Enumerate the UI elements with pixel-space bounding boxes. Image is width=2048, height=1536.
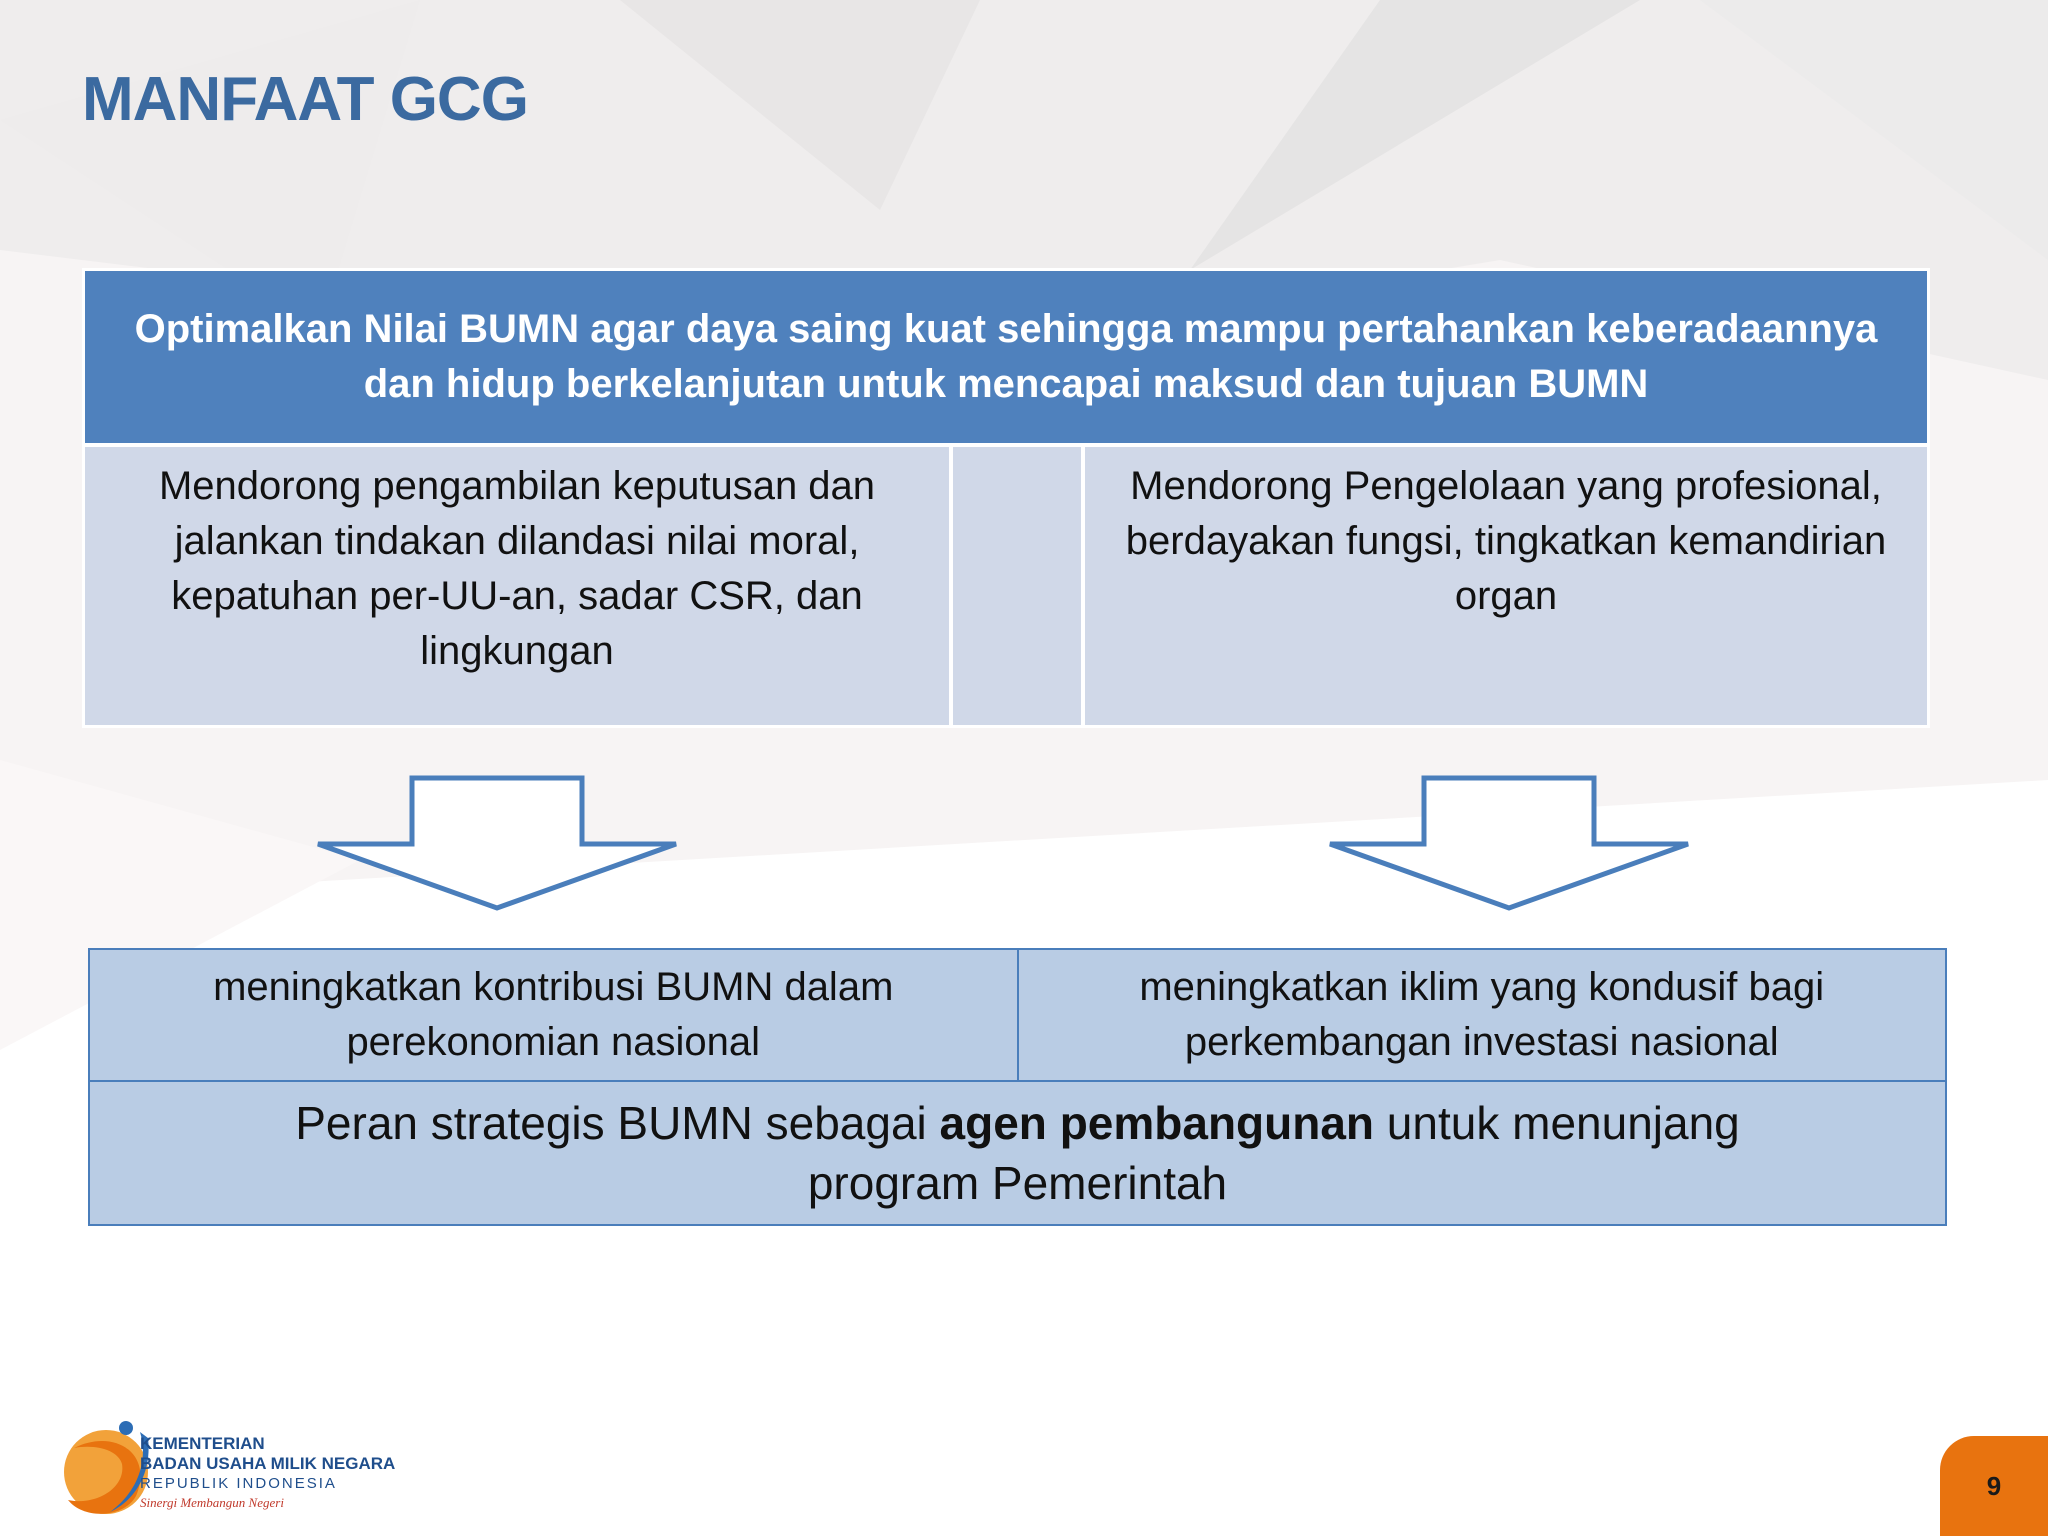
- logo-line-1: KEMENTERIAN: [140, 1434, 265, 1453]
- page-number-badge: [1940, 1436, 2048, 1536]
- down-arrow-right: [1324, 774, 1694, 914]
- impact-cell-economy: meningkatkan kontribusi BUMN dalam perekonomian nasional: [213, 965, 894, 1064]
- slide-title: MANFAAT GCG: [82, 65, 528, 134]
- impact-row: [90, 950, 1945, 1082]
- strategic-role-text-pre: Peran strategis BUMN sebagai: [295, 1097, 940, 1149]
- table-cell-empty: [953, 447, 1081, 725]
- logo-line-2: BADAN USAHA MILIK NEGARA: [140, 1454, 396, 1473]
- down-arrow-left: [312, 774, 682, 914]
- strategic-role-emphasis: agen pembangunan: [939, 1097, 1375, 1149]
- impact-cell-investment: meningkatkan iklim yang kondusif bagi perkembangan investasi nasional: [1017, 950, 1946, 1080]
- impact-table: [88, 948, 1947, 1226]
- benefit-table: [82, 268, 1930, 728]
- table-cell-professional-management: Mendorong Pengelolaan yang profesional, berdayakan fungsi, tingkatkan kemandirian organ: [1085, 447, 1927, 725]
- ministry-logo-text: [140, 1434, 395, 1512]
- page-number: 9: [1986, 1470, 2002, 1501]
- strategic-role-text-post: untuk menunjang program Pemerintah: [807, 1097, 1740, 1209]
- table-cell-decision-making: Mendorong pengambilan keputusan dan jalankan tindakan dilandasi nilai moral, kepatuhan per-UU-an, sadar CSR, dan lingkungan: [85, 447, 949, 725]
- logo-line-3: REPUBLIK INDONESIA: [140, 1475, 337, 1492]
- table-header-goal: Optimalkan Nilai BUMN agar daya saing kuat sehingga mampu pertahankan keberadaannya dan hidup berkelanjutan untuk mencapai maksud dan tujuan BUMN: [85, 271, 1927, 443]
- strategic-role-statement: [90, 1082, 1945, 1224]
- logo-tagline: Sinergi Membangun Negeri: [140, 1495, 284, 1510]
